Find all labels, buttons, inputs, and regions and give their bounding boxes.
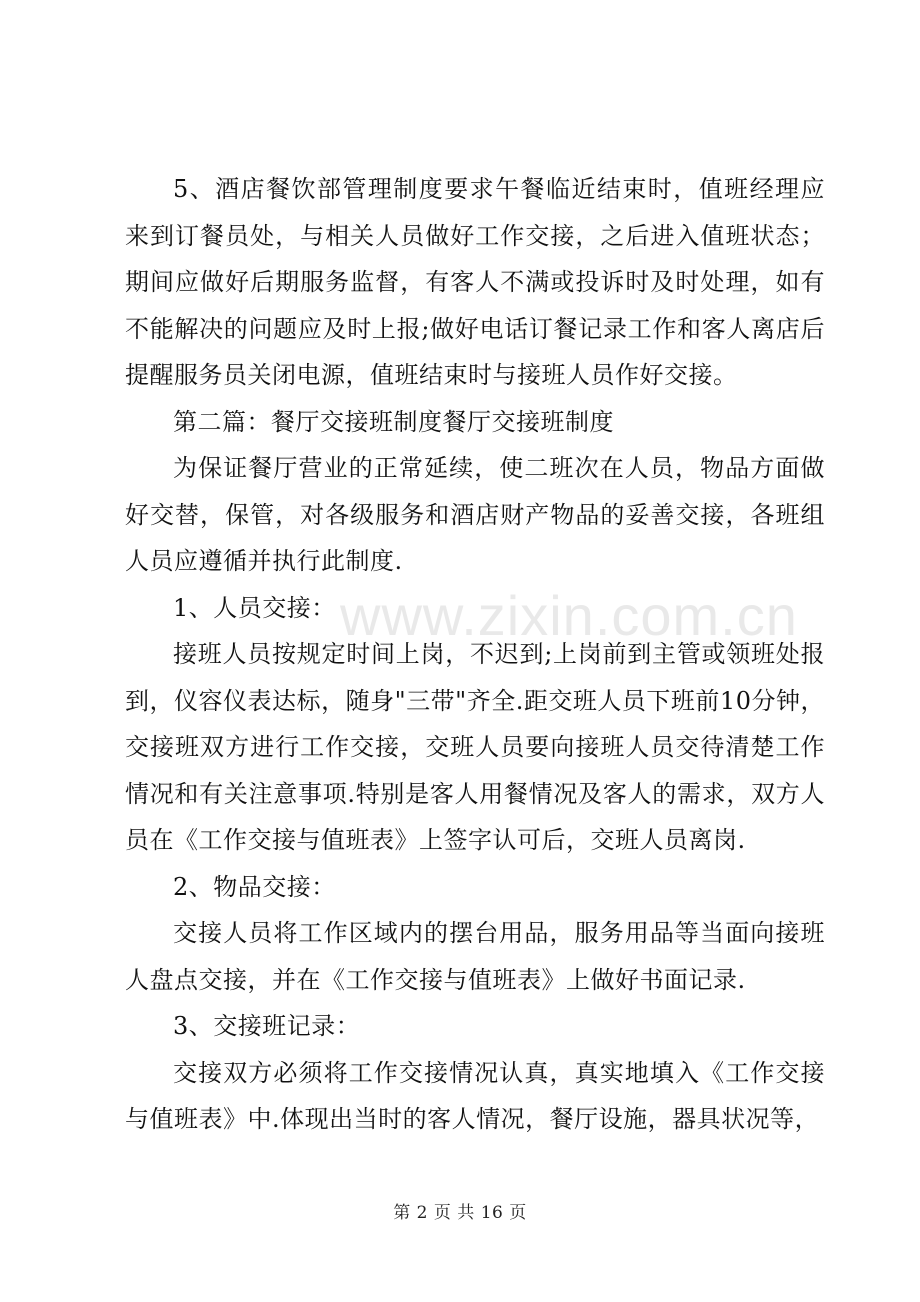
page-number-footer: 第 2 页 共 16 页 <box>393 1203 527 1223</box>
document-body <box>125 166 825 1143</box>
section-title-handover-system: 第二篇：餐厅交接班制度餐厅交接班制度 <box>173 407 614 436</box>
paragraph-handover-record: 交接双方必须将工作交接情况认真，真实地填入《工作交接与值班表》中.体现出当时的客人情况，餐厅设施，器具状况等， <box>125 1058 825 1133</box>
paragraph-purpose: 为保证餐厅营业的正常延续，使二班次在人员，物品方面做好交替，保管，对各级服务和酒店财产物品的妥善交接，各班组人员应遵循并执行此制度. <box>125 454 825 575</box>
subheading-items-handover: 2、物品交接： <box>173 872 336 901</box>
subheading-personnel-handover: 1、人员交接： <box>173 593 336 622</box>
paragraph-personnel-handover: 接班人员按规定时间上岗，不迟到;上岗前到主管或领班处报到，仪容仪表达标，随身"三带"齐全.距交班人员下班前10分钟，交接班双方进行工作交接，交班人员要向接班人员交待清楚工作情况和有关注意事项.特别是客人用餐情况及客人的需求，双方人员在《工作交接与值班表》上签字认可后，交班人员离岗. <box>125 640 825 854</box>
watermark-text: www.zixin.com.cn <box>340 584 798 647</box>
paragraph-items-handover: 交接人员将工作区域内的摆台用品，服务用品等当面向接班人盘点交接，并在《工作交接与值班表》上做好书面记录. <box>125 919 825 994</box>
subheading-handover-record: 3、交接班记录： <box>173 1012 361 1040</box>
paragraph-dinner-handover: 5、酒店餐饮部管理制度要求午餐临近结束时，值班经理应来到订餐员处，与相关人员做好工作交接，之后进入值班状态；期间应做好后期服务监督，有客人不满或投诉时及时处理，如有不能解决的问题应及时上报;做好电话订餐记录工作和客人离店后提醒服务员关闭电源，值班结束时与接班人员作好交接。 <box>125 175 825 389</box>
